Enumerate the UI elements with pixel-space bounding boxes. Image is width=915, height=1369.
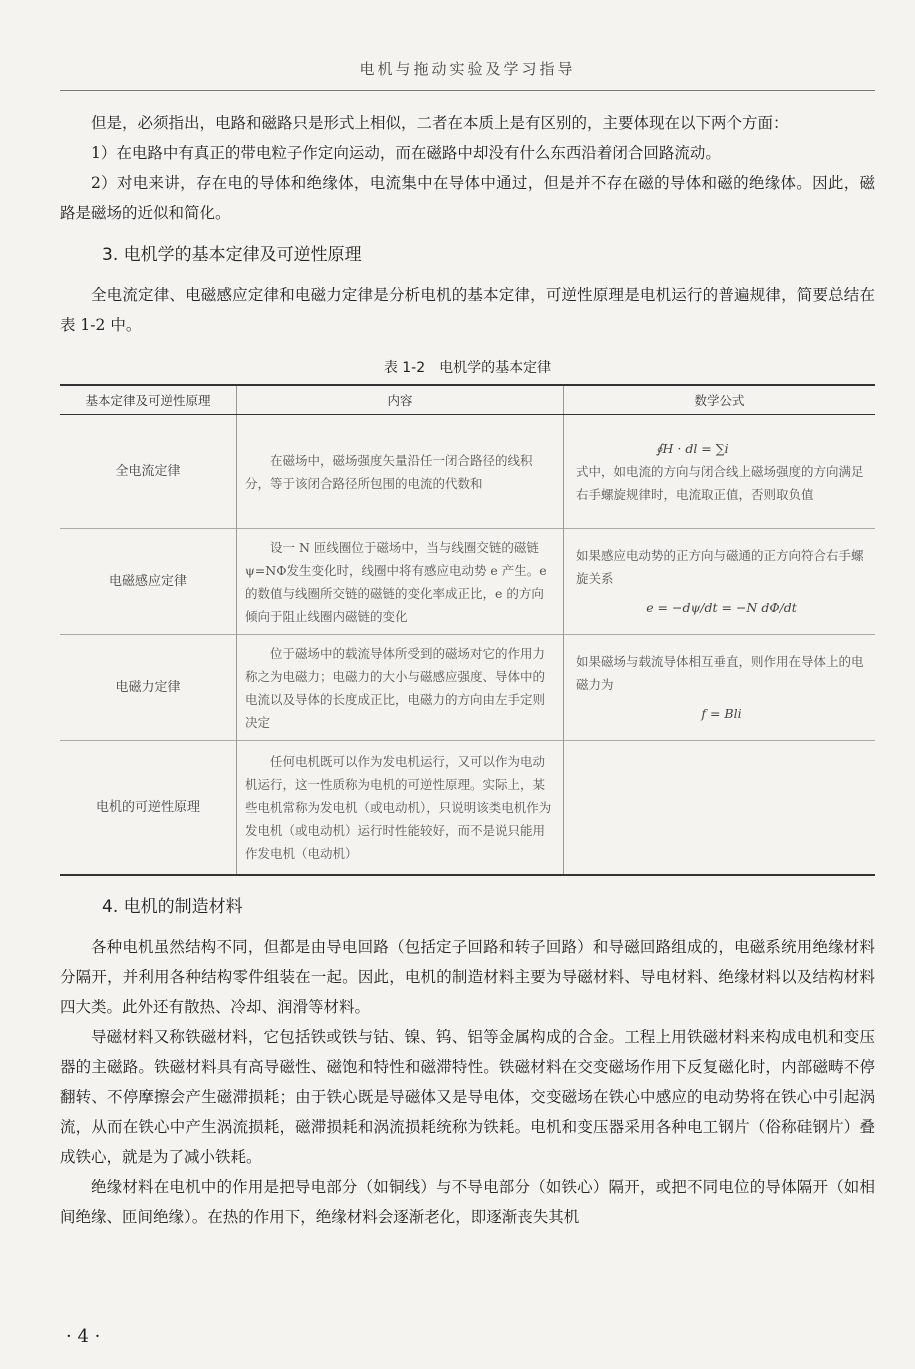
- paragraph: 但是，必须指出，电路和磁路只是形式上相似，二者在本质上是有区别的，主要体现在以下两个方面：: [91, 114, 789, 132]
- formula-note: 如果感应电动势的正方向与磁通的正方向符合右手螺旋关系: [576, 548, 864, 586]
- formula-note: 式中，如电流的方向与闭合线上磁场强度的方向满足右手螺旋规律时，电流取正值，否则取负值: [576, 464, 864, 502]
- law-name: 电机的可逆性原理: [60, 741, 237, 875]
- paragraph: 导磁材料又称铁磁材料，它包括铁或铁与钴、镍、钨、铝等金属构成的合金。工程上用铁磁材料来构成电机和变压器的主磁路。铁磁材料具有高导磁性、磁饱和特性和磁滞特性。铁磁材料在交变磁场作用下反复磁化时，内部磁畴不停翻转、不停摩擦会产生磁滞损耗；由于铁心既是导磁体又是导电体，交变磁场在铁心中感应的电动势将在铁心中引起涡流，从而在铁心中产生涡流损耗，磁滞损耗和涡流损耗统称为铁耗。电机和变压器采用各种电工钢片（俗称硅钢片）叠成铁心，就是为了减小铁耗。: [60, 1027, 875, 1166]
- law-formula-cell: [564, 741, 876, 875]
- paragraph: 绝缘材料在电机中的作用是把导电部分（如铜线）与不导电部分（如铁心）隔开，或把不同电位的导体隔开（如相间绝缘、匝间绝缘）。在热的作用下，绝缘材料会逐渐老化，即逐渐丧失其机: [60, 1177, 875, 1226]
- law-name: 电磁力定律: [60, 635, 237, 741]
- table-header-row: [60, 385, 875, 415]
- table-row: [60, 635, 875, 741]
- header-rule: [60, 90, 875, 91]
- table-caption: 表 1-2 电机学的基本定律: [383, 360, 552, 376]
- law-content: 任何电机既可以作为发电机运行，又可以作为电动机运行，这一性质称为电机的可逆性原理。实际上，某些电机常称为发电机（或电动机），只说明该类电机作为发电机（或电动机）运行时性能较好，而不是说只能用作发电机（电动机）: [237, 741, 564, 875]
- formula-note: 如果磁场与载流导体相互垂直，则作用在导体上的电磁力为: [576, 654, 864, 692]
- column-header: 数学公式: [564, 385, 876, 415]
- formula: e = −dψ/dt = −N dΦ/dt: [646, 600, 797, 615]
- table-row: [60, 529, 875, 635]
- page-number: · 4 ·: [66, 1326, 101, 1347]
- table-row: [60, 415, 875, 529]
- law-content: 在磁场中，磁场强度矢量沿任一闭合路径的线积分，等于该闭合路径所包围的电流的代数和: [237, 415, 564, 529]
- column-header: 基本定律及可逆性原理: [60, 385, 237, 415]
- law-formula-cell: [564, 529, 876, 635]
- paragraph: 全电流定律、电磁感应定律和电磁力定律是分析电机的基本定律，可逆性原理是电机运行的普遍规律，简要总结在表 1-2 中。: [60, 286, 875, 334]
- column-header: 内容: [237, 385, 564, 415]
- law-name: 电磁感应定律: [60, 529, 237, 635]
- section-heading-4: 4. 电机的制造材料: [102, 896, 243, 917]
- law-content: 位于磁场中的载流导体所受到的磁场对它的作用力称之为电磁力；电磁力的大小与磁感应强度、导体中的电流以及导体的长度成正比，电磁力的方向由左手定则决定: [237, 635, 564, 741]
- paragraph: 2）对电来讲，存在电的导体和绝缘体，电流集中在导体中通过，但是并不存在磁的导体和磁的绝缘体。因此，磁路是磁场的近似和简化。: [60, 174, 875, 222]
- laws-table: [60, 384, 875, 876]
- law-formula-cell: [564, 635, 876, 741]
- paragraph: 各种电机虽然结构不同，但都是由导电回路（包括定子回路和转子回路）和导磁回路组成的，电磁系统用绝缘材料分隔开，并利用各种结构零件组装在一起。因此，电机的制造材料主要为导磁材料、导电材料、绝缘材料以及结构材料四大类。此外还有散热、冷却、润滑等材料。: [60, 937, 875, 1016]
- page-content: [60, 108, 875, 1232]
- paragraph: 1）在电路中有真正的带电粒子作定向运动，而在磁路中却没有什么东西沿着闭合回路流动。: [91, 144, 721, 162]
- formula: ∮H · dl = ∑i: [656, 441, 729, 456]
- formula: f = Bli: [701, 706, 742, 721]
- law-content: 设一 N 匝线圈位于磁场中，当与线圈交链的磁链ψ=NΦ发生变化时，线圈中将有感应电动势 e 产生。e 的数值与线圈所交链的磁链的变化率成正比，e 的方向倾向于阻止线圈内磁链的变化: [237, 529, 564, 635]
- law-name: 全电流定律: [60, 415, 237, 529]
- section-heading-3: 3. 电机学的基本定律及可逆性原理: [102, 245, 362, 265]
- law-formula-cell: [564, 415, 876, 529]
- table-row: [60, 741, 875, 875]
- running-header: 电机与拖动实验及学习指导: [359, 60, 576, 78]
